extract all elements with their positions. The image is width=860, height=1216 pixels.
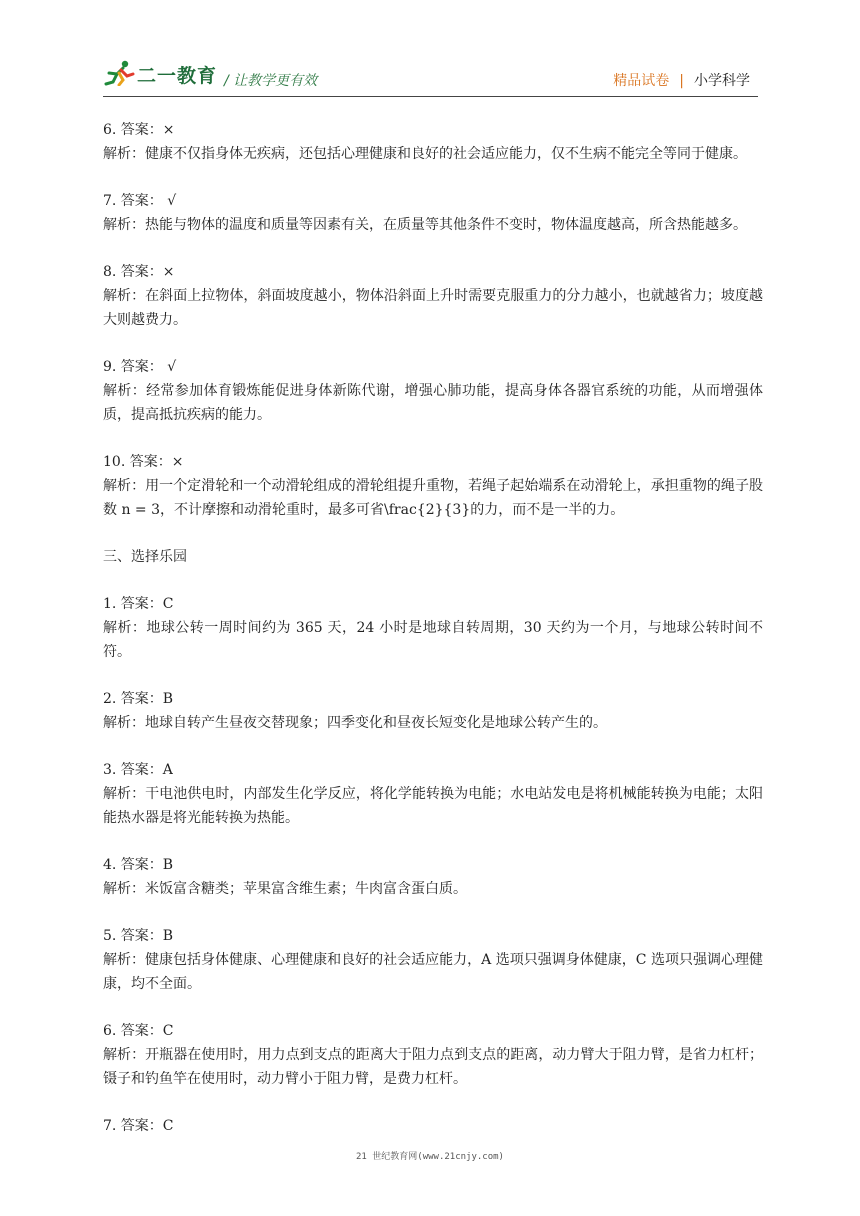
subject-badge [613, 70, 750, 90]
explanation-text: 解析：用一个定滑轮和一个动滑轮组成的滑轮组提升重物，若绳子起始端系在动滑轮上，承担重物的绳子股数 n = 3，不计摩擦和动滑轮重时，最多可省\frac{2}{3}的力，而不是一半的力。 [103, 478, 763, 518]
answer-line: 6. 答案：C [103, 1023, 174, 1039]
answer-line: 9. 答案： √ [103, 359, 177, 375]
answer-line: 3. 答案：A [103, 762, 173, 778]
answer-item [103, 924, 763, 996]
answer-item [103, 118, 763, 166]
answer-line: 1. 答案：C [103, 596, 174, 612]
badge-label: 精品试卷 [613, 73, 670, 89]
answer-item [103, 592, 763, 664]
logo-text: 二一教育 [137, 65, 218, 87]
answer-content [103, 118, 763, 1161]
explanation-text: 解析：地球公转一周时间约为 365 天，24 小时是地球自转周期，30 天约为一个月，与地球公转时间不符。 [103, 620, 763, 660]
answer-line: 8. 答案：× [103, 264, 175, 280]
answer-line: 4. 答案：B [103, 857, 174, 873]
page-header [0, 0, 860, 100]
answer-line: 7. 答案： √ [103, 193, 177, 209]
answer-item [103, 260, 763, 332]
explanation-text: 解析：干电池供电时，内部发生化学反应，将化学能转换为电能；水电站发电是将机械能转换为电能；太阳能热水器是将光能转换为热能。 [103, 786, 763, 826]
explanation-text: 解析：热能与物体的温度和质量等因素有关，在质量等其他条件不变时，物体温度越高，所含热能越多。 [103, 217, 747, 233]
explanation-text: 解析：地球自转产生昼夜交替现象；四季变化和昼夜长短变化是地球公转产生的。 [103, 715, 607, 731]
explanation-text: 解析：米饭富含糖类；苹果富含维生素；牛肉富含蛋白质。 [103, 881, 467, 897]
badge-separator: | [679, 73, 684, 89]
answer-line: 10. 答案：× [103, 454, 184, 470]
answer-item [103, 450, 763, 522]
section-title: 三、选择乐园 [103, 549, 187, 565]
answer-item [103, 1114, 763, 1138]
answer-item [103, 758, 763, 830]
slogan: / 让教学更有效 [224, 73, 318, 89]
answer-item [103, 687, 763, 735]
answer-item [103, 189, 763, 237]
header-divider [103, 96, 758, 97]
answer-item [103, 355, 763, 427]
answer-item [103, 1019, 763, 1091]
explanation-text: 解析：健康包括身体健康、心理健康和良好的社会适应能力，A 选项只强调身体健康，C 选项只强调心理健康，均不全面。 [103, 952, 763, 992]
answer-line: 7. 答案：C [103, 1118, 174, 1134]
explanation-text: 解析：经常参加体育锻炼能促进身体新陈代谢，增强心肺功能，提高身体各器官系统的功能，从而增强体质，提高抵抗疾病的能力。 [103, 383, 763, 423]
logo [103, 60, 218, 87]
runner-logo-icon [103, 60, 137, 86]
explanation-text: 解析：健康不仅指身体无疾病，还包括心理健康和良好的社会适应能力，仅不生病不能完全等同于健康。 [103, 146, 747, 162]
subject-label: 小学科学 [694, 73, 750, 89]
page-footer: 21 世纪教育网(www.21cnjy.com) [356, 1152, 504, 1162]
answer-item [103, 853, 763, 901]
answer-line: 6. 答案：× [103, 122, 175, 138]
explanation-text: 解析：在斜面上拉物体，斜面坡度越小，物体沿斜面上升时需要克服重力的分力越小，也就越省力；坡度越大则越费力。 [103, 288, 763, 328]
answer-line: 5. 答案：B [103, 928, 174, 944]
explanation-text: 解析：开瓶器在使用时，用力点到支点的距离大于阻力点到支点的距离，动力臂大于阻力臂，是省力杠杆；镊子和钓鱼竿在使用时，动力臂小于阻力臂，是费力杠杆。 [103, 1047, 763, 1087]
answer-line: 2. 答案：B [103, 691, 174, 707]
